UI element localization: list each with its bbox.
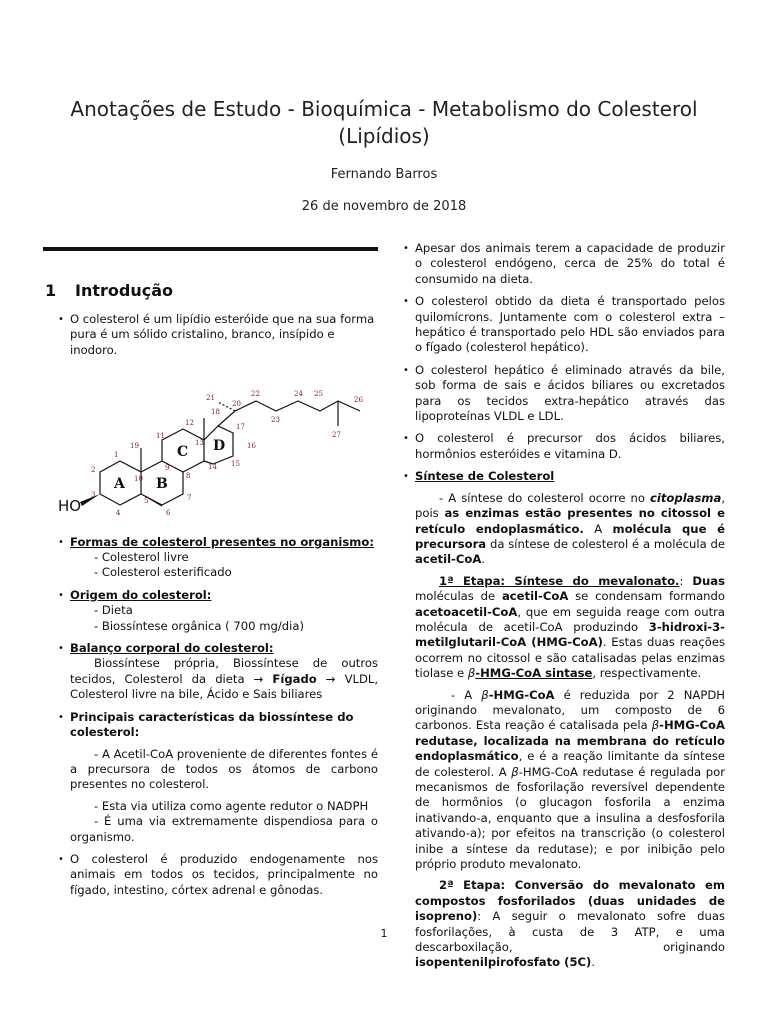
text-span: VLDL, Colesterol livre na bile, Ácido e Sais biliares xyxy=(70,671,379,702)
text-span: 2ª Etapa: Conversão do mevalonato em compostos fosforilados (duas unidades de isopreno) xyxy=(415,878,725,924)
text-span: Fígado xyxy=(272,671,317,686)
text-span: . Estas duas reações ocorrem no citossol e são catalisadas pelas enzimas tiolase e xyxy=(415,635,725,681)
text-span: acetil-CoA xyxy=(501,589,569,604)
bullet-text: Apesar dos animais terem a capacidade de produzir o colesterol endógeno, cerca de 25% do total é consumido na dieta. xyxy=(415,241,725,286)
ring-c-label: C xyxy=(177,444,189,461)
atom-label: 26 xyxy=(354,396,363,405)
bullet-text: O colesterol obtido da dieta é transportado pelos quilomícrons. Juntamente com o colesterol extra –hepático é transportado pelo HDL são enviados para o fígado (colesterol hepático). xyxy=(415,294,725,355)
text-span: , pois xyxy=(415,490,725,521)
title-line-1: Anotações de Estudo - Bioquímica - Metabolismo do Colesterol xyxy=(70,97,698,121)
sintese-paragraph-2 xyxy=(415,688,725,873)
text-span: moléculas de xyxy=(415,589,502,604)
atom-label: 9 xyxy=(165,464,170,473)
text-span: citoplasma xyxy=(650,490,722,505)
text-span: Biossíntese própria, Biossíntese de outros tecidos, Colesterol da dieta xyxy=(70,656,378,686)
atom-label: 4 xyxy=(116,509,121,517)
left-column xyxy=(58,312,378,905)
list-item xyxy=(403,431,725,462)
text-span: acetoacetil-CoA xyxy=(415,604,518,619)
atom-label: 10 xyxy=(134,475,143,484)
beta-symbol: β xyxy=(467,666,476,681)
text-span: , que em seguida reage com outra molécula de acetil-CoA produzindo xyxy=(415,604,725,634)
text-span: - A xyxy=(451,687,482,702)
atom-label: 21 xyxy=(206,394,215,403)
sintese-heading: • Síntese de Colesterol xyxy=(415,469,555,484)
list-item xyxy=(403,294,725,356)
ring-d-label: D xyxy=(213,438,226,455)
ring-a-label: A xyxy=(114,476,125,493)
text-span: -HMG-CoA redutase é regulada por mecanismos de fosforilação reversível dependente de hormônios (o glucagon fosforila a enzima inativando-a, enquanto que a insulina a desfosforila ativando-a); por efeitos na transcrição (o colesterol inibe a síntese da redutase); e por inibição pelo próprio produto mevalonato. xyxy=(415,764,725,872)
arrow-icon: → xyxy=(253,671,264,686)
date: 26 de novembro de 2018 xyxy=(301,199,467,214)
etapa-2-paragraph xyxy=(415,878,725,970)
balanco-heading: • Balanço corporal do colesterol: xyxy=(70,641,274,656)
list-item xyxy=(58,535,378,581)
text-span: 3-hidroxi-3-metilglutaril-CoA (HMG-CoA) xyxy=(415,619,725,650)
beta-symbol: β xyxy=(481,687,489,702)
atom-label: 19 xyxy=(130,442,139,451)
atom-label: 23 xyxy=(271,416,280,425)
atom-label: 12 xyxy=(185,419,194,428)
atom-label: 17 xyxy=(236,423,245,432)
atom-label: 14 xyxy=(208,463,217,472)
origem-heading: • Origem do colesterol: xyxy=(70,587,212,602)
text-span: : A seguir o mevalonato sofre duas fosforilações, à custa de 3 ATP, e uma descarboxilação, originando xyxy=(415,909,725,955)
atom-label: 11 xyxy=(156,432,165,441)
cholesterol-diagram xyxy=(58,366,378,516)
principais-item: - A Acetil-CoA proveniente de diferentes fontes é a precursora de todos os átomos de carbono presentes no colesterol. xyxy=(70,746,378,792)
bullet-text: O colesterol é precursor dos ácidos biliares, hormônios esteróides e vitamina D. xyxy=(415,431,725,461)
list-item xyxy=(403,469,725,971)
page-number: 1 xyxy=(380,927,388,940)
beta-symbol: β xyxy=(511,764,519,779)
text-span: , e é a reação limitante da síntese de colesterol. A xyxy=(415,749,725,779)
balanco-text xyxy=(70,656,378,702)
text-span: isopentenilpirofosfato (5C) xyxy=(415,955,592,970)
text-span: -HMG-CoA sintase xyxy=(475,666,593,681)
atom-label: 7 xyxy=(187,494,192,503)
text-span: as enzimas estão presentes no citossol e retículo endoplasmático. xyxy=(415,506,725,536)
section-title: Introdução xyxy=(75,281,173,300)
atom-label: 25 xyxy=(314,390,323,399)
text-span: Duas xyxy=(692,573,726,588)
atom-label: 6 xyxy=(166,509,171,517)
atom-label: 27 xyxy=(332,431,341,440)
etapa-1-paragraph xyxy=(415,574,725,682)
text-span: : xyxy=(679,573,693,588)
text-span: 1ª Etapa: Síntese do mevalonato. xyxy=(439,573,680,588)
ring-b-label: B xyxy=(156,476,168,493)
list-item xyxy=(403,241,725,287)
right-column xyxy=(403,241,725,978)
produzido-text: O colesterol é produzido endogenamente nos animais em todos os tecidos, principalmente no fígado, intestino, córtex adrenal e gônodas. xyxy=(70,851,378,897)
intro-text: O colesterol é um lipídio esteróide que na sua forma pura é um sólido cristalino, branco, insípido e inodoro. xyxy=(70,312,375,357)
sintese-paragraph-1 xyxy=(415,491,725,568)
cholesterol-structure xyxy=(58,366,378,520)
document-title xyxy=(0,96,768,150)
formas-item: - Colesterol esterificado xyxy=(94,565,232,580)
text-span: A xyxy=(583,521,613,536)
text-span: . xyxy=(481,552,485,567)
text-span: molécula que é precursora xyxy=(415,521,725,551)
atom-label: 1 xyxy=(114,451,119,460)
list-item xyxy=(58,852,378,898)
author: Fernando Barros xyxy=(330,167,438,182)
section-number: 1 xyxy=(45,281,57,300)
text-span: se condensam formando xyxy=(568,589,725,604)
atom-label: 24 xyxy=(294,390,303,399)
section-rule xyxy=(43,247,378,251)
title-line-2: (Lipídios) xyxy=(338,124,430,148)
atom-label: 15 xyxy=(231,460,240,469)
section-heading xyxy=(45,281,173,300)
ho-label: HO xyxy=(58,497,82,516)
list-item xyxy=(58,641,378,703)
atom-label: 22 xyxy=(251,390,260,399)
text-span: -HMG-CoA redutase, localizada na membrana do retículo endoplasmático xyxy=(415,718,725,764)
atom-label: 20 xyxy=(232,400,241,409)
principais-heading: • Principais características da biossíntese do colesterol: xyxy=(70,709,354,740)
text-span: da síntese de colesterol é a molécula de xyxy=(486,536,725,551)
list-item xyxy=(58,588,378,634)
atom-label: 5 xyxy=(144,497,149,506)
atom-label: 18 xyxy=(211,408,220,417)
text-span: é reduzida por 2 NAPDH originando mevalonato, um composto de 6 carbonos. Esta reação é catalisada pela xyxy=(415,687,725,733)
atom-label: 3 xyxy=(91,491,96,500)
origem-item: - Biossíntese orgânica ( 700 mg/dia) xyxy=(94,618,304,633)
text-span: -HMG-CoA xyxy=(488,687,555,702)
bullet-text: O colesterol hepático é eliminado através da bile, sob forma de sais e ácidos biliares ou excretados para os tecidos extra-hepático através das lipoproteínas VLDL e LDL. xyxy=(415,362,725,424)
text-span: acetil-CoA xyxy=(415,552,482,567)
text-span: - A síntese do colesterol ocorre no xyxy=(439,490,651,505)
atom-label: 8 xyxy=(186,472,191,481)
text-span: , respectivamente. xyxy=(592,666,702,681)
text-span: . xyxy=(591,955,595,970)
atom-label: 2 xyxy=(91,466,96,475)
principais-item: - É uma via extremamente dispendiosa para o organismo. xyxy=(70,814,378,844)
formas-item: - Colesterol livre xyxy=(94,550,189,565)
list-item xyxy=(58,312,378,358)
list-item xyxy=(58,710,378,845)
atom-label: 13 xyxy=(195,439,204,448)
atom-label: 16 xyxy=(247,442,256,451)
arrow-icon: → xyxy=(325,671,336,686)
principais-item: - Esta via utiliza como agente redutor o NADPH xyxy=(94,798,369,813)
origem-item: - Dieta xyxy=(94,603,133,618)
list-item xyxy=(403,363,725,425)
beta-symbol: β xyxy=(651,718,660,733)
formas-heading: • Formas de colesterol presentes no organismo: xyxy=(70,534,374,549)
